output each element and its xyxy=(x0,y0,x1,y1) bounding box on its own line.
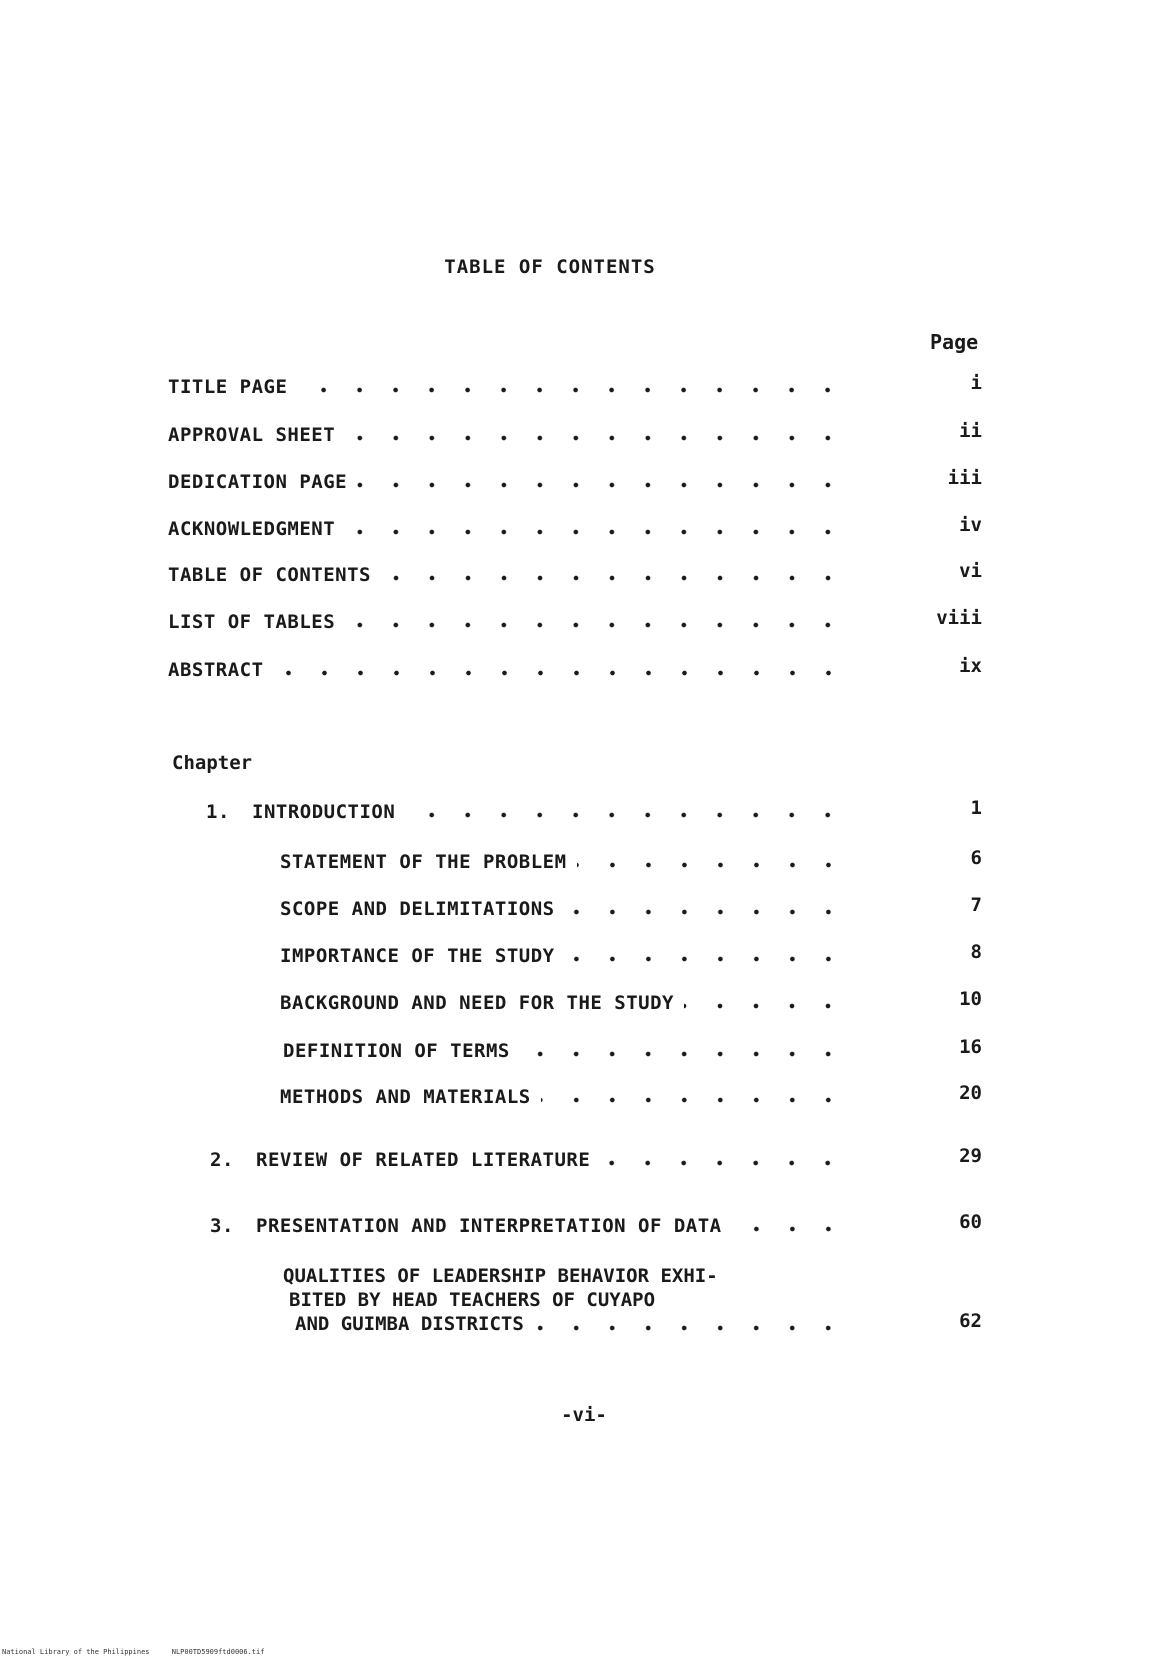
chapter-number: 1. xyxy=(206,801,230,823)
toc-section-importance-of-study xyxy=(280,941,852,967)
toc-entry-label: APPROVAL SHEET xyxy=(168,424,336,446)
toc-entry-page: 16 xyxy=(959,1036,982,1058)
toc-entry-label: LIST OF TABLES xyxy=(168,611,336,633)
chapter-number: 3. xyxy=(210,1215,234,1237)
toc-section-definition-of-terms xyxy=(283,1036,852,1062)
toc-entry-approval-sheet xyxy=(168,420,852,446)
toc-entry-page: 29 xyxy=(959,1145,982,1167)
scan-footer xyxy=(2,1648,282,1656)
toc-entry-label: SCOPE AND DELIMITATIONS xyxy=(280,898,555,920)
toc-entry-page: 1 xyxy=(970,797,982,819)
toc-section-statement-of-problem xyxy=(280,847,852,873)
dot-leader xyxy=(345,529,846,535)
dot-leader xyxy=(297,387,846,393)
toc-entry-page: iii xyxy=(947,467,982,489)
toc-section-methods-materials xyxy=(280,1082,852,1108)
toc-entry-label: REVIEW OF RELATED LITERATURE xyxy=(256,1149,591,1171)
toc-section-background-need xyxy=(280,988,852,1014)
toc-entry-page: vi xyxy=(959,560,982,582)
dot-leader xyxy=(345,435,846,441)
toc-entry-label: STATEMENT OF THE PROBLEM xyxy=(280,851,567,873)
toc-entry-acknowledgment xyxy=(168,514,852,540)
toc-entry-last-line xyxy=(283,1312,852,1336)
toc-entry-page: 20 xyxy=(959,1082,982,1104)
toc-entry-label-line: QUALITIES OF LEADERSHIP BEHAVIOR EXHI- xyxy=(283,1265,718,1287)
toc-section-qualities-leadership xyxy=(283,1264,853,1336)
toc-entry-page: ii xyxy=(959,420,982,442)
toc-entry-page: iv xyxy=(959,514,982,536)
toc-entry-list-of-tables xyxy=(168,607,852,633)
toc-entry-label: TITLE PAGE xyxy=(168,376,288,398)
dot-leader xyxy=(357,482,846,488)
footer-file: NLP00TD5909ftd0006.tif xyxy=(171,1648,265,1656)
toc-entry-page: 10 xyxy=(959,988,982,1010)
toc-entry-page: 7 xyxy=(970,894,982,916)
toc-entry-table-of-contents xyxy=(168,560,852,586)
toc-chapter-3 xyxy=(210,1211,852,1237)
toc-entry-label: PRESENTATION AND INTERPRETATION OF DATA xyxy=(256,1215,722,1237)
toc-chapter-1 xyxy=(206,797,852,823)
dot-leader xyxy=(732,1226,846,1232)
toc-entry-page: 60 xyxy=(959,1211,982,1233)
dot-leader xyxy=(274,670,846,676)
dot-leader xyxy=(381,575,846,581)
toc-entry-page: ix xyxy=(959,655,982,677)
toc-entry-label: BACKGROUND AND NEED FOR THE STUDY xyxy=(280,992,674,1014)
toc-entry-label-line: AND GUIMBA DISTRICTS xyxy=(295,1313,524,1335)
toc-entry-label-line: BITED BY HEAD TEACHERS OF CUYAPO xyxy=(289,1289,656,1311)
page-number-folio: -vi- xyxy=(561,1404,607,1426)
toc-entry-page: 8 xyxy=(970,941,982,963)
chapter-heading: Chapter xyxy=(172,752,253,774)
dot-leader xyxy=(565,956,846,962)
toc-entry-page: viii xyxy=(936,607,982,629)
toc-entry-label: ABSTRACT xyxy=(168,659,264,681)
page-title: TABLE OF CONTENTS xyxy=(444,256,656,278)
dot-leader xyxy=(577,862,846,868)
dot-leader xyxy=(405,812,846,818)
toc-entry-label: DEDICATION PAGE xyxy=(168,471,348,493)
dot-leader xyxy=(345,622,846,628)
toc-entry-label: INTRODUCTION xyxy=(252,801,396,823)
dot-leader xyxy=(565,909,846,915)
toc-entry-page: 62 xyxy=(959,1310,982,1332)
toc-entry-label: ACKNOWLEDGMENT xyxy=(168,518,336,540)
toc-entry-dedication-page xyxy=(168,467,852,493)
toc-entry-label: METHODS AND MATERIALS xyxy=(280,1086,531,1108)
toc-entry-label: TABLE OF CONTENTS xyxy=(168,564,371,586)
toc-entry-label: IMPORTANCE OF THE STUDY xyxy=(280,945,555,967)
dot-leader xyxy=(541,1097,846,1103)
toc-entry-title-page xyxy=(168,372,852,398)
toc-entry-abstract xyxy=(168,655,852,681)
toc-chapter-2 xyxy=(210,1145,852,1171)
dot-leader xyxy=(534,1325,846,1331)
toc-entry-page: 6 xyxy=(970,847,982,869)
dot-leader xyxy=(684,1003,846,1009)
toc-entry-page: i xyxy=(970,372,982,394)
chapter-number: 2. xyxy=(210,1149,234,1171)
dot-leader xyxy=(600,1160,846,1166)
toc-entry-label: DEFINITION OF TERMS xyxy=(283,1040,510,1062)
footer-library: National Library of the Philippines xyxy=(2,1648,150,1656)
toc-section-scope-delimitations xyxy=(280,894,852,920)
dot-leader xyxy=(520,1051,846,1057)
page-column-header: Page xyxy=(930,330,979,354)
